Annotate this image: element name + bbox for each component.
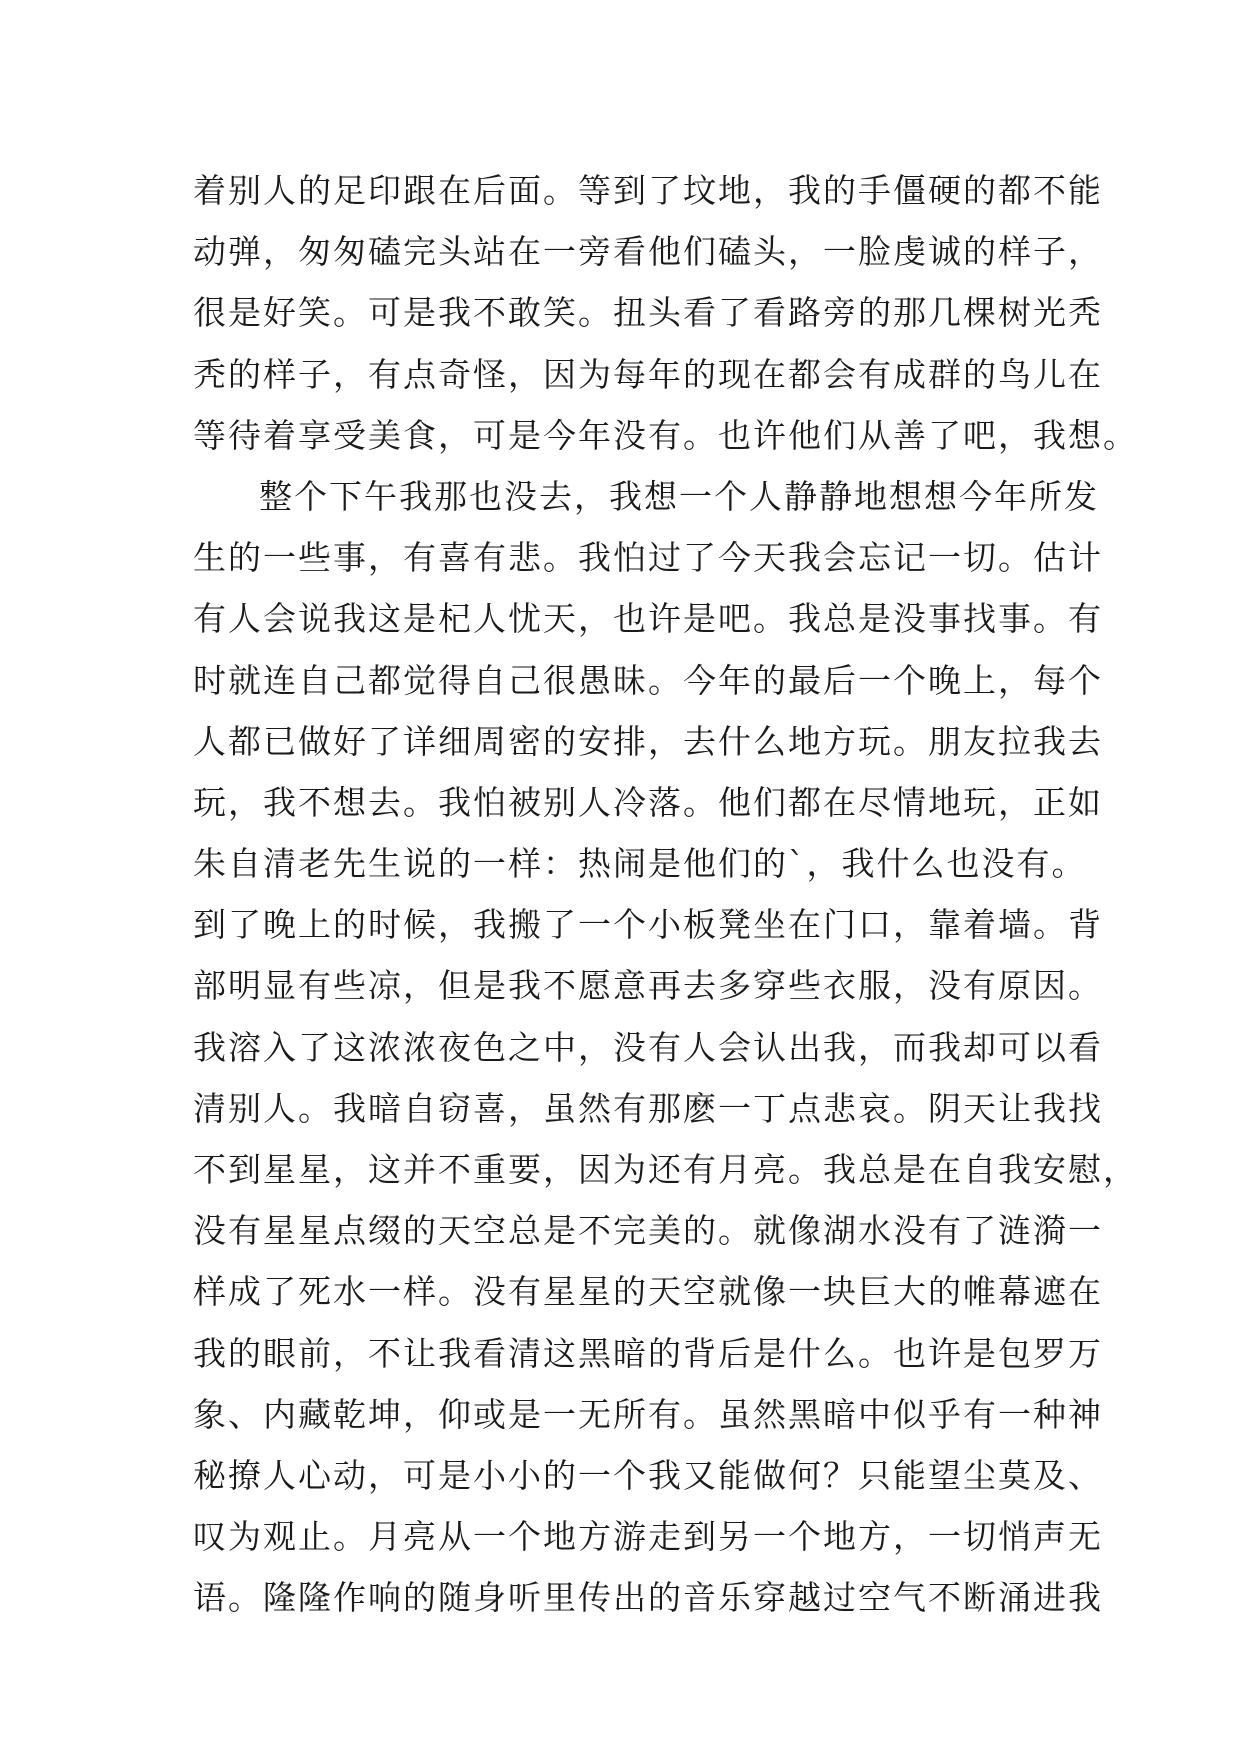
text-line: 着别人的足印跟在后面。等到了坟地，我的手僵硬的都不能 <box>193 171 1103 210</box>
text-line: 样成了死水一样。没有星星的天空就像一块巨大的帷幕遮在 <box>193 1272 1103 1312</box>
text-line: 部明显有些凉，但是我不愿意再去多穿些衣服，没有原因。 <box>193 966 1103 1006</box>
body-text <box>193 160 1138 1629</box>
text-line: 朱自清老先生说的一样：热闹是他们的`，我什么也没有。 <box>193 844 1087 884</box>
text-line: 等待着享受美食，可是今年没有。也许他们从善了吧，我想。 <box>193 415 1138 455</box>
text-line: 很是好笑。可是我不敢笑。扭头看了看路旁的那几棵树光秃 <box>193 293 1103 333</box>
text-line: 有人会说我这是杞人忧天，也许是吧。我总是没事找事。有 <box>193 599 1103 639</box>
text-line: 象、内藏乾坤，仰或是一无所有。虽然黑暗中似乎有一种神 <box>193 1394 1103 1434</box>
text-line: 没有星星点缀的天空总是不完美的。就像湖水没有了涟漪一 <box>193 1211 1103 1251</box>
text-line: 语。隆隆作响的随身听里传出的音乐穿越过空气不断涌进我 <box>193 1578 1103 1618</box>
text-line: 叹为观止。月亮从一个地方游走到另一个地方，一切悄声无 <box>193 1517 1103 1557</box>
text-line: 我的眼前，不让我看清这黑暗的背后是什么。也许是包罗万 <box>193 1333 1103 1373</box>
text-line: 不到星星，这并不重要，因为还有月亮。我总是在自我安慰， <box>193 1150 1138 1189</box>
text-line: 我溶入了这浓浓夜色之中，没有人会认出我，而我却可以看 <box>193 1027 1103 1067</box>
text-line: 人都已做好了详细周密的安排，去什么地方玩。朋友拉我去 <box>193 721 1103 761</box>
text-line: 到了晚上的时候，我搬了一个小板凳坐在门口，靠着墙。背 <box>193 905 1103 945</box>
text-line: 秃的样子，有点奇怪，因为每年的现在都会有成群的鸟儿在 <box>193 354 1103 394</box>
text-line: 动弹，匆匆磕完头站在一旁看他们磕头，一脸虔诚的样子， <box>193 232 1103 272</box>
text-line: 时就连自己都觉得自己很愚昧。今年的最后一个晚上，每个 <box>193 660 1103 700</box>
paragraph-first-line: 整个下午我那也没去，我想一个人静静地想想今年所发 <box>259 476 1099 516</box>
text-line: 玩，我不想去。我怕被别人冷落。他们都在尽情地玩，正如 <box>193 782 1103 822</box>
text-line: 秘撩人心动，可是小小的一个我又能做何？只能望尘莫及、 <box>193 1455 1103 1495</box>
text-line: 清别人。我暗自窃喜，虽然有那麽一丁点悲哀。阴天让我找 <box>193 1088 1103 1128</box>
text-line: 生的一些事，有喜有悲。我怕过了今天我会忘记一切。估计 <box>193 538 1103 578</box>
